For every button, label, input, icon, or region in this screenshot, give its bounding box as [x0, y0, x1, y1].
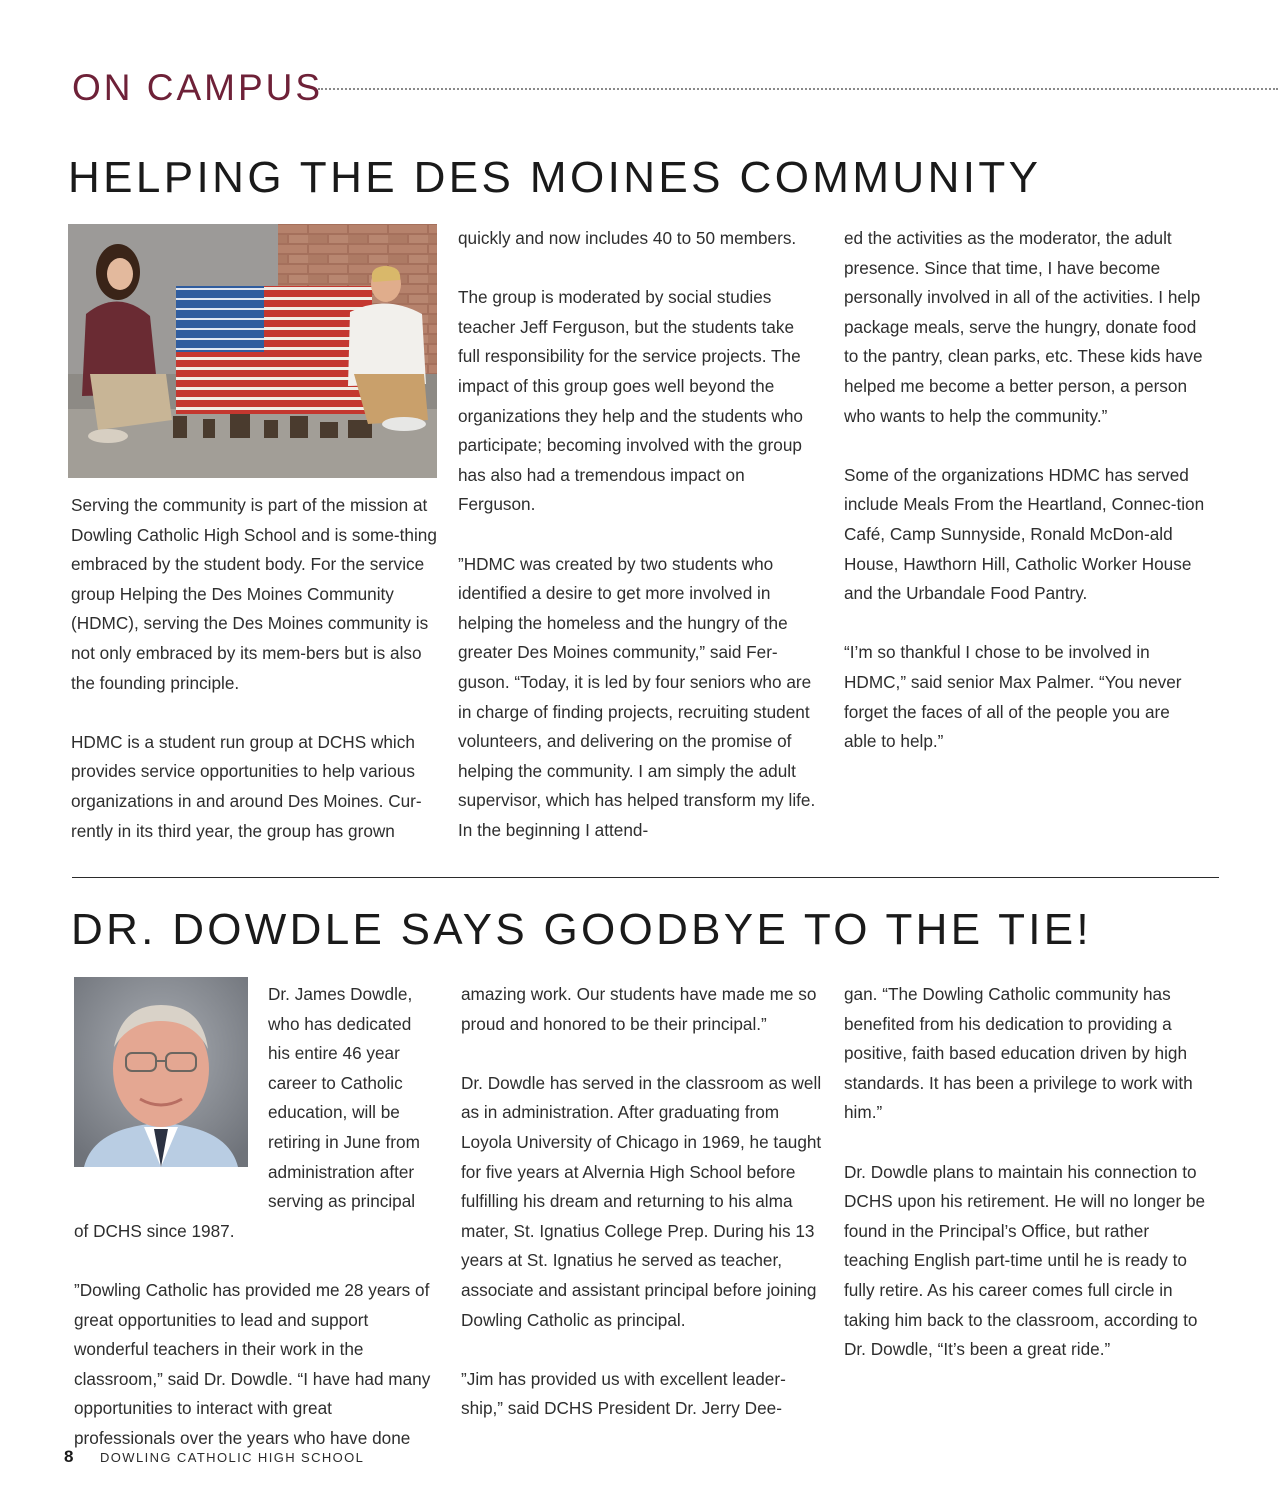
article2-paragraph: ”Dowling Catholic has provided me 28 years of great opportunities to lead and support wonderful teachers in their work in the classroom,” said Dr. Dowdle. “I have had many opportunities to interact with great professionals over the years who have done	[74, 1279, 431, 1448]
article1-paragraph: quickly and now includes 40 to 50 members.	[458, 228, 797, 248]
article2-paragraph: Dr. Dowdle has served in the classroom as well as in administration. After graduating from Loyola University of Chicago in 1969, he taught for five years at Alvernia High School before fulfilling his dream and returning to his alma mater, St. Ignatius College Prep. During his 13 years at St. Ignatius he served as teacher, associate and assistant principal before joining Dowling Catholic as principal.	[461, 1072, 822, 1330]
students-food-drive-photo	[68, 224, 437, 478]
article2-column-2	[461, 980, 823, 1424]
article2-paragraph: Dr. James Dowdle, who has dedicated his entire 46 year career to Catholic education, will be retiring in June from administration after serving as principal of DCHS since 1987.	[74, 984, 420, 1241]
article1-column-2	[458, 224, 820, 845]
article1-column-1	[71, 491, 437, 846]
article1-column-3	[844, 224, 1206, 757]
article2-column-1	[74, 980, 434, 1454]
dotted-rule	[318, 88, 1278, 90]
article-divider	[72, 877, 1219, 878]
article1-paragraph: Some of the organizations HDMC has served include Meals From the Heartland, Connec-tion Café, Camp Sunnyside, Ronald McDon-ald House, Hawthorn Hill, Catholic Worker House and the Urbandale Food Pantry.	[844, 464, 1205, 604]
article2-headline: DR. DOWDLE SAYS GOODBYE TO THE TIE!	[71, 905, 1092, 954]
portrait-text-wrap	[74, 980, 268, 1188]
article1-paragraph: ”HDMC was created by two students who identified a desire to get more involved in helping the homeless and the hungry of the greater Des Moines community,” said Fer-guson. “Today, it is led by four seniors who are in charge of finding projects, recruiting student volunteers, and delivering on the promise of helping the community. I am simply the adult supervisor, which has helped transform my life. In the beginning I attend-	[458, 553, 816, 840]
article1-paragraph: “I’m so thankful I chose to be involved in HDMC,” said senior Max Palmer. “You never forget the faces of all of the people you are able to help.”	[844, 642, 1182, 752]
article2-paragraph: ”Jim has provided us with excellent leader-ship,” said DCHS President Dr. Jerry Dee-	[461, 1368, 786, 1419]
article1-paragraph: Serving the community is part of the mission at Dowling Catholic High School and is some-thing embraced by the student body. For the service group Helping the Des Moines Community (HDMC), serving the Des Moines community is not only embraced by its mem-bers but is also the founding principle.	[71, 495, 437, 693]
publication-name: DOWLING CATHOLIC HIGH SCHOOL	[100, 1450, 365, 1465]
article2-column-3	[844, 980, 1208, 1365]
article1-paragraph: HDMC is a student run group at DCHS which provides service opportunities to help various organizations in and around Des Moines. Cur-rently in its third year, the group has grown	[71, 731, 422, 841]
article2-paragraph: amazing work. Our students have made me so proud and honored to be their principal.”	[461, 984, 817, 1034]
article1-paragraph: The group is moderated by social studies teacher Jeff Ferguson, but the students take full responsibility for the service projects. The impact of this group goes well beyond the organizations they help and the students who participate; becoming involved with the group has also had a tremendous impact on Ferguson.	[458, 287, 803, 515]
article1-headline: HELPING THE DES MOINES COMMUNITY	[68, 153, 1042, 202]
article1-paragraph: ed the activities as the moderator, the adult presence. Since that time, I have become personally involved in all of the activities. I help package meals, serve the hungry, donate food to the pantry, clean parks, etc. These kids have helped me become a better person, a person who wants to help the community.”	[844, 228, 1203, 426]
section-label: ON CAMPUS	[72, 67, 324, 108]
page-number: 8	[64, 1447, 74, 1466]
article2-paragraph: gan. “The Dowling Catholic community has benefited from his dedication to providing a positive, faith based education driven by high standards. It has been a privilege to work with him.”	[844, 984, 1193, 1123]
article2-paragraph: Dr. Dowdle plans to maintain his connection to DCHS upon his retirement. He will no longer be found in the Principal’s Office, but rather teaching English part-time until he is ready to fully retire. As his career comes full circle in taking him back to the classroom, according to Dr. Dowdle, “It’s been a great ride.”	[844, 1161, 1206, 1360]
